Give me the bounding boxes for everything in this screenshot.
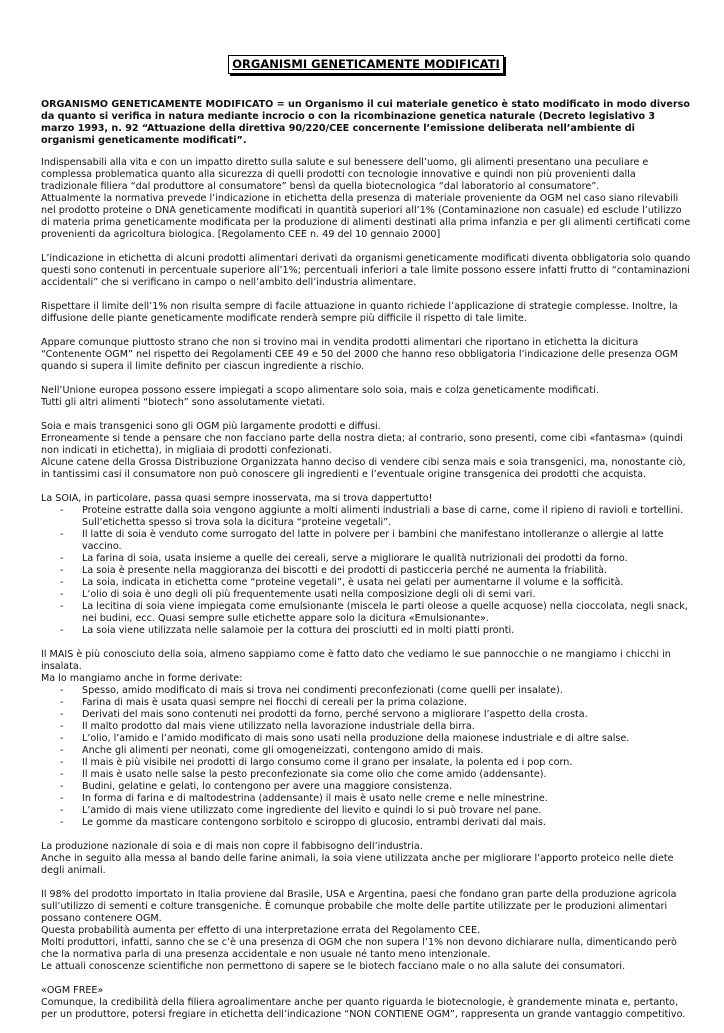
list-item: - Derivati del mais sono contenuti nei prodotti da forno, perché servono a migliorare l’aspetto della crosta. (41, 709, 691, 721)
list-item: - Il malto prodotto dal mais viene utilizzato nella lavorazione industriale della birra. (41, 721, 691, 733)
list-item: - In forma di farina e di maltodestrina (addensante) il mais è usato nelle creme e nelle minestrine. (41, 793, 691, 805)
definition-text: ORGANISMO GENETICAMENTE MODIFICATO = un Organismo il cui materiale genetico è stato modificato in modo diverso da quanto si verifica in natura mediante incrocio o con la ricombinazione genetica naturale (Decreto legislativo 3 marzo 1993, n. 92 “Attuazione della direttiva 90/220/CEE concernente l’emissione deliberata nell’ambiente di organismi geneticamente modificati”. (41, 99, 690, 146)
soia-list (41, 505, 691, 637)
mais-intro-1: Il MAIS è più conosciuto della soia, almeno sappiamo come è fatto dato che vediamo le sue pannocchie o ne mangiamo i chicchi in insalata. (41, 649, 671, 672)
production-line-2: Anche in seguito alla messa al bando delle farine animali, la soia viene utilizzata anche per migliorare l’apporto proteico nelle diete degli animali. (41, 853, 674, 876)
list-item: - L’olio di soia è uno degli oli più frequentemente usati nella composizione degli oli di semi vari. (41, 589, 691, 601)
page-title: ORGANISMI GENETICAMENTE MODIFICATI (228, 55, 504, 74)
ogm-free-text: Comunque, la credibilità della filiera agroalimentare anche per quanto riguarda le biotecnologie, è grandemente minata e, pertanto, per un produttore, potersi fregiare in etichetta dell’indicazione “NON CONTIENE OGM”, rappresenta un grande vantaggio competitivo. (41, 997, 686, 1020)
list-item: - L’amido di mais viene utilizzato come ingrediente del lievito e quindi lo si può trovare nel pane. (41, 805, 691, 817)
import-line-4: Le attuali conoscenze scientifiche non permettono di sapere se le biotech facciano male o no alla salute dei consumatori. (41, 961, 626, 972)
list-item: - Farina di mais è usata quasi sempre nei fiocchi di cereali per la prima colazione. (41, 697, 691, 709)
production-line-1: La produzione nazionale di soia e di mais non copre il fabbisogno dell’industria. (41, 841, 423, 852)
list-item: - La soia è presente nella maggioranza dei biscotti e dei prodotti di pasticceria perché ne aumenta la friabilità. (41, 565, 691, 577)
title-wrap (41, 55, 691, 74)
transgenic-paragraph-line-3: Alcune catene della Grossa Distribuzione Organizzata hanno deciso di vendere cibi senza mais e soia transgenici, ma, nonostante ciò, in tantissimi casi il consumatore non può conoscere gli ingredienti e l’eventuale origine transgenica dei prodotti che acquista. (41, 457, 686, 480)
intro-paragraph-3: L’indicazione in etichetta di alcuni prodotti alimentari derivati da organismi geneticamente modificati diventa obbligatoria solo quando questi sono contenuti in percentuale superiore all’1%; percentuali inferiori a tale limite possono essere infatti frutto di “contaminazioni accidentali” che si verificano in campo o nell’ambito dell’industria alimentare. (41, 253, 691, 288)
document-body (41, 157, 691, 1033)
list-item: - Il latte di soia è venduto come surrogato del latte in polvere per i bambini che manifestano intolleranze o allergie al latte vaccino. (41, 529, 691, 553)
import-line-3: Molti produttori, infatti, sanno che se c’è una presenza di OGM che non supera l’1% non devono dichiarare nulla, dimenticando però che la normativa parla di una presenza accidentale e non usuale né tanto meno intenzionale. (41, 937, 677, 960)
soia-intro: La SOIA, in particolare, passa quasi sempre inosservata, ma si trova dappertutto! (41, 493, 433, 504)
import-line-2: Questa probabilità aumenta per effetto di una interpretazione errata del Regolamento CEE. (41, 925, 481, 936)
list-item: - Anche gli alimenti per neonati, come gli omogeneizzati, contengono amido di mais. (41, 745, 691, 757)
intro-paragraph-5: Appare comunque piuttosto strano che non si trovino mai in vendita prodotti alimentari che riportano in etichetta la dicitura “Contenente OGM” nel rispetto dei Regolamenti CEE 49 e 50 del 2000 che hanno reso obbligatoria l’indicazione delle presenza OGM quando si supera il limite definito per ciascun ingrediente a rischio. (41, 337, 679, 372)
list-item: - Budini, gelatine e gelati, lo contengono per avere una maggiore consistenza. (41, 781, 691, 793)
list-item: - Il mais è più visibile nei prodotti di largo consumo come il grano per insalate, la polenta ed i pop corn. (41, 757, 691, 769)
mais-list (41, 685, 691, 829)
transgenic-paragraph-line-1: Soia e mais transgenici sono gli OGM più largamente prodotti e diffusi. (41, 421, 381, 432)
definition-block (41, 99, 691, 147)
list-item: - La lecitina di soia viene impiegata come emulsionante (miscela le parti oleose a quelle acquose) nella cioccolata, negli snack, nei budini, ecc. Quasi sempre sulle etichette appare solo la dicitura «Emulsionante». (41, 601, 691, 625)
eu-paragraph-line-2: Tutti gli altri alimenti “biotech” sono assolutamente vietati. (41, 397, 326, 408)
intro-paragraph-4: Rispettare il limite dell’1% non risulta sempre di facile attuazione in quanto richiede l’applicazione di strategie complesse. Inoltre, la diffusione delle piante geneticamente modificate renderà sempre più difficile il rispetto di tale limite. (41, 301, 678, 324)
list-item: - Il mais è usato nelle salse la pesto preconfezionate sia come olio che come amido (addensante). (41, 769, 691, 781)
transgenic-paragraph-line-2: Erroneamente si tende a pensare che non facciano parte della nostra dieta; al contrario, sono presenti, come cibi «fantasma» (quindi non indicati in etichetta), in migliaia di prodotti confezionati. (41, 433, 683, 456)
eu-paragraph-line-1: Nell’Unione europea possono essere impiegati a scopo alimentare solo soia, mais e colza geneticamente modificati. (41, 385, 599, 396)
intro-paragraph-2: Attualmente la normativa prevede l’indicazione in etichetta della presenza di materiale proveniente da OGM nel caso siano rilevabili nel prodotto proteine o DNA geneticamente modificati in quantità superiori all’1% (Contaminazione non casuale) ed esclude l’utilizzo di materia prima geneticamente modificata per la produzione di alimenti destinati alla prima infanzia e per gli alimenti certificati come provenienti da agricoltura biologica. [Regolamento CEE n. 49 del 10 gennaio 2000] (41, 193, 691, 240)
list-item: - Spesso, amido modificato di mais si trova nei condimenti preconfezionati (come quelli per insalate). (41, 685, 691, 697)
list-item: - Proteine estratte dalla soia vengono aggiunte a molti alimenti industriali a base di carne, come il ripieno di ravioli e tortellini. Sull’etichetta spesso si trova sola la dicitura “proteine vegetali”. (41, 505, 691, 529)
list-item: - La farina di soia, usata insieme a quelle dei cereali, serve a migliorare le qualità nutrizionali dei prodotti da forno. (41, 553, 691, 565)
mais-intro-2: Ma lo mangiamo anche in forme derivate: (41, 673, 243, 684)
ogm-free-heading: «OGM FREE» (41, 985, 104, 996)
import-line-1: Il 98% del prodotto importato in Italia proviene dal Brasile, USA e Argentina, paesi che fondano gran parte della produzione agricola sull’utilizzo di sementi e colture transgeniche. È comunque probabile che molte delle partite utilizzate per le produzioni alimentari possano contenere OGM. (41, 889, 677, 924)
intro-paragraph-1: Indispensabili alla vita e con un impatto diretto sulla salute e sul benessere dell’uomo, gli alimenti presentano una peculiare e complessa problematica quanto alla sicurezza di quelli prodotti con tecnologie innovative e quindi non più provenienti dalla tradizionale filiera “dal produttore al consumatore” bensì da quella biotecnologica “dal laboratorio al consumatore”. (41, 157, 649, 192)
list-item: - La soia viene utilizzata nelle salamoie per la cottura dei prosciutti ed in molti piatti pronti. (41, 625, 691, 637)
list-item: - Le gomme da masticare contengono sorbitolo e sciroppo di glucosio, entrambi derivati dal mais. (41, 817, 691, 829)
list-item: - L’olio, l’amido e l’amido modificato di mais sono usati nella produzione della maionese industriale e di altre salse. (41, 733, 691, 745)
list-item: - La soia, indicata in etichetta come “proteine vegetali”, è usata nei gelati per aumentarne il volume e la sofficità. (41, 577, 691, 589)
